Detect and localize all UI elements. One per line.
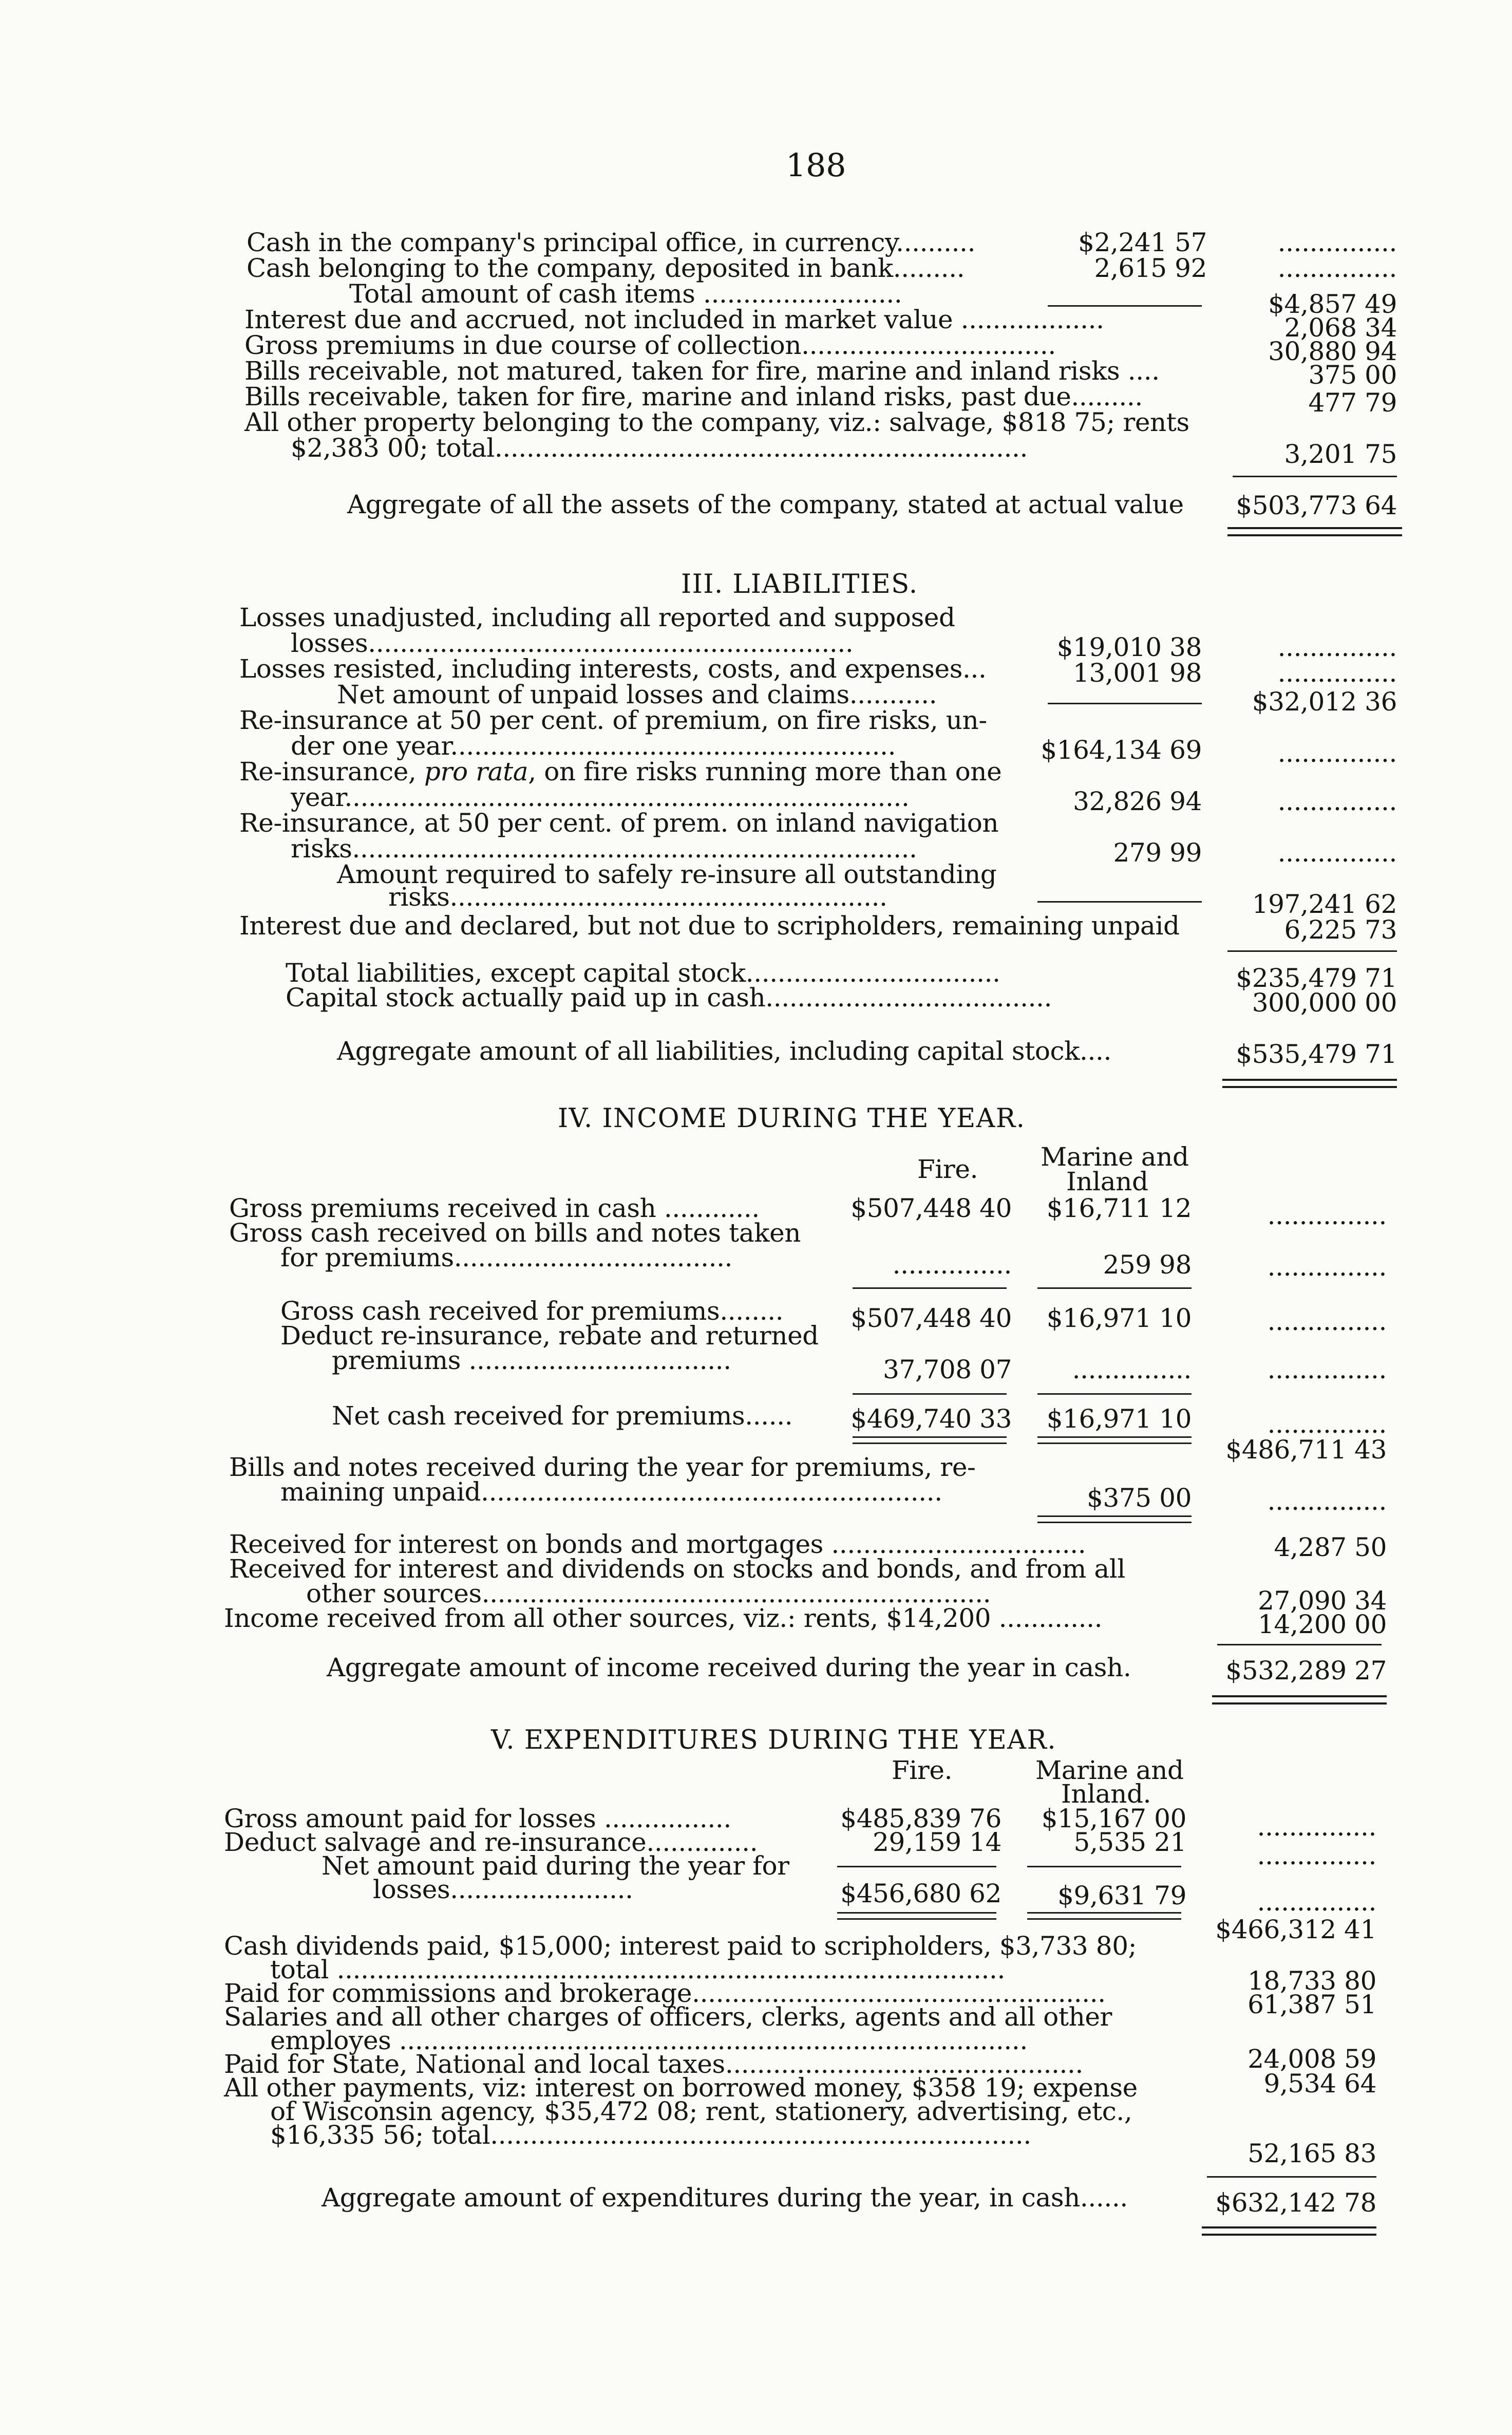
income-interest-bonds-total: 4,287 50 [1274, 1532, 1387, 1562]
liab-net-unpaid-value: $32,012 36 [1252, 687, 1397, 717]
exp-col-marine-line2: Inland. [1061, 1779, 1151, 1809]
exp-gross-losses-fire: $485,839 76 [840, 1804, 1001, 1833]
income-net-cash-total: $486,711 43 [1225, 1435, 1387, 1465]
exp-other-line2: of Wisconsin agency, $35,472 08; rent, stationery, advertising, etc., [270, 2096, 1132, 2126]
liab-reins-inland-total: ............... [1277, 838, 1397, 868]
rule [853, 1443, 1007, 1444]
exp-gross-losses-marine: $15,167 00 [1041, 1804, 1186, 1833]
asset-bills-past-due-value: 477 79 [1308, 388, 1397, 418]
income-col-marine-line1: Marine and [1041, 1142, 1189, 1172]
exp-taxes-label: Paid for State, National and local taxes............................................. [224, 2049, 1084, 2079]
asset-cash-office-total: ............... [1277, 228, 1397, 257]
income-aggregate-label: Aggregate amount of income received during the year in cash. [327, 1653, 1131, 1682]
income-gross-cash-label: Gross cash received for premiums........ [280, 1296, 784, 1326]
liab-aggregate-label: Aggregate amount of all liabilities, including capital stock.... [337, 1036, 1112, 1066]
exp-net-paid-line1: Net amount paid during the year for [322, 1851, 789, 1881]
liab-amount-required-total: 197,241 62 [1252, 889, 1397, 919]
exp-salaries-line1: Salaries and all other charges of officers, clerks, agents and all other [224, 2002, 1112, 2032]
asset-total-cash-label: Total amount of cash items ......................... [349, 279, 902, 309]
rule [1037, 1522, 1192, 1523]
exp-aggregate-total: $632,142 78 [1215, 2188, 1376, 2218]
exp-commissions-label: Paid for commissions and brokerage.................................................... [224, 1978, 1106, 2008]
exp-net-paid-fire: $456,680 62 [840, 1879, 1001, 1908]
asset-aggregate-label: Aggregate of all the assets of the company, stated at actual value [347, 490, 1184, 519]
exp-deduct-salvage-total: ............... [1257, 1841, 1376, 1870]
income-gross-cash-marine: $16,971 10 [1046, 1303, 1192, 1333]
liab-capital-label: Capital stock actually paid up in cash.................................... [286, 983, 1052, 1013]
double-rule-bottom [1212, 1702, 1387, 1704]
income-net-cash-marine: $16,971 10 [1046, 1404, 1192, 1434]
asset-interest-due-value: 2,068 34 [1284, 313, 1397, 343]
liab-reins-inland-line2: risks....................................................................... [291, 834, 917, 864]
exp-commissions-total: 61,387 51 [1248, 1990, 1376, 2019]
rule [1037, 1443, 1192, 1444]
asset-bills-past-due-label: Bills receivable, taken for fire, marine and inland risks, past due......... [244, 382, 1143, 411]
exp-gross-losses-label: Gross amount paid for losses ................ [224, 1804, 731, 1833]
rule [1037, 1436, 1192, 1438]
exp-other-line1: All other payments, viz: interest on borrowed money, $358 19; expense [224, 2073, 1138, 2103]
exp-net-paid-dots: ............... [1257, 1887, 1376, 1917]
liab-resisted-value: 13,001 98 [1073, 658, 1202, 688]
liab-reins-inland-line1: Re-insurance, at 50 per cent. of prem. on inland navigation [239, 808, 999, 838]
exp-deduct-salvage-marine: 5,535 21 [1073, 1827, 1186, 1857]
exp-col-fire: Fire. [892, 1755, 953, 1785]
liab-capital-value: 300,000 00 [1252, 988, 1397, 1018]
rule [1027, 1918, 1181, 1920]
liab-unadjusted-value: $19,010 38 [1056, 632, 1202, 662]
liab-pro-rata-italic: pro rata [424, 757, 528, 786]
asset-gross-premiums-value: 30,880 94 [1268, 336, 1397, 366]
liab-total-label: Total liabilities, except capital stock................................ [286, 958, 1000, 988]
double-rule-top [1222, 1079, 1397, 1081]
exp-taxes-total: 9,534 64 [1263, 2069, 1376, 2099]
income-bills-unpaid-line2: maining unpaid.......................................................... [280, 1477, 942, 1507]
liab-unadjusted-line1: Losses unadjusted, including all reported and supposed [239, 603, 955, 632]
asset-aggregate-value: $503,773 64 [1236, 491, 1397, 520]
liab-pro-rata-value: 32,826 94 [1073, 786, 1202, 816]
income-interest-dividends-line2: other sources................................................................ [306, 1579, 991, 1608]
income-bills-notes-total: ............... [1267, 1252, 1387, 1282]
exp-net-paid-total: $466,312 41 [1215, 1915, 1376, 1944]
exp-dividends-total: 18,733 80 [1248, 1966, 1376, 1996]
income-bills-unpaid-marine: $375 00 [1087, 1483, 1192, 1513]
exp-net-paid-marine: $9,631 79 [1057, 1881, 1186, 1910]
rule [1217, 1644, 1382, 1645]
exp-deduct-salvage-fire: 29,159 14 [873, 1827, 1001, 1857]
exp-aggregate-label: Aggregate amount of expenditures during the year, in cash...... [322, 2183, 1128, 2213]
asset-interest-due-label: Interest due and accrued, not included in market value .................. [244, 305, 1104, 334]
income-gross-premiums-marine: $16,711 12 [1046, 1193, 1192, 1223]
income-interest-dividends-total: 27,090 34 [1258, 1586, 1387, 1616]
income-col-marine-line2: Inland [1066, 1167, 1148, 1196]
liab-pro-rata-pre: Re-insurance, [239, 757, 424, 786]
income-deduct-fire: 37,708 07 [883, 1355, 1012, 1384]
income-bills-unpaid-total: ............... [1267, 1486, 1387, 1516]
asset-gross-premiums-label: Gross premiums in due course of collection................................ [244, 330, 1056, 360]
rule [853, 1436, 1007, 1438]
income-bills-notes-line1: Gross cash received on bills and notes taken [229, 1218, 801, 1248]
income-bills-notes-fire: ............... [892, 1250, 1012, 1280]
exp-salaries-line2: employes ............................................................................... [270, 2026, 1028, 2055]
liab-pro-rata-line2: year....................................................................... [291, 782, 910, 812]
rule [1207, 2176, 1376, 2178]
asset-cash-bank-label: Cash belonging to the company, deposited in bank......... [247, 253, 965, 283]
income-aggregate-total: $532,289 27 [1225, 1656, 1387, 1685]
rule [837, 1918, 996, 1920]
rule [837, 1866, 996, 1867]
income-net-cash-fire: $469,740 33 [850, 1404, 1012, 1434]
rule [1027, 1912, 1181, 1914]
double-rule-bottom [1227, 534, 1402, 536]
liab-net-unpaid-label: Net amount of unpaid losses and claims........... [337, 680, 937, 709]
liab-pro-rata-line1 [239, 758, 1001, 785]
asset-cash-office-label: Cash in the company's principal office, in currency.......... [247, 228, 976, 257]
expenditures-heading: V. EXPENDITURES DURING THE YEAR. [491, 1725, 1057, 1755]
income-net-cash-dots: ............... [1267, 1409, 1387, 1439]
rule [853, 1393, 1007, 1395]
rule [1027, 1866, 1181, 1867]
liab-reins-fire-line2: der one year........................................................ [291, 731, 896, 761]
double-rule-top [1227, 527, 1402, 529]
exp-salaries-total: 24,008 59 [1248, 2044, 1376, 2074]
liab-resisted-total: ............... [1277, 658, 1397, 688]
income-deduct-line2: premiums ................................. [332, 1345, 731, 1375]
exp-gross-losses-total: ............... [1257, 1812, 1376, 1842]
income-gross-cash-fire: $507,448 40 [850, 1303, 1012, 1333]
rule [1227, 950, 1397, 952]
liab-amount-required-line2: risks....................................................... [388, 882, 887, 912]
page-number: 188 [786, 146, 846, 184]
liab-reins-fire-line1: Re-insurance at 50 per cent. of premium, on fire risks, un- [239, 705, 987, 735]
asset-other-property-value: 3,201 75 [1284, 439, 1397, 469]
rule [1037, 1515, 1192, 1517]
income-deduct-line1: Deduct re-insurance, rebate and returned [280, 1321, 819, 1351]
asset-total-cash-value: $4,857 49 [1268, 289, 1397, 319]
asset-cash-bank-value: 2,615 92 [1094, 253, 1207, 283]
asset-bills-not-matured-label: Bills receivable, not matured, taken for fire, marine and inland risks .... [244, 356, 1160, 386]
liab-reins-fire-total: ............... [1277, 738, 1397, 768]
exp-deduct-salvage-label: Deduct salvage and re-insurance.............. [224, 1827, 758, 1857]
income-deduct-total: ............... [1267, 1355, 1387, 1384]
rule [853, 1287, 1007, 1289]
liab-aggregate-value: $535,479 71 [1236, 1039, 1397, 1069]
asset-bills-not-matured-value: 375 00 [1308, 360, 1397, 390]
exp-dividends-line1: Cash dividends paid, $15,000; interest paid to scripholders, $3,733 80; [224, 1931, 1137, 1961]
income-gross-premiums-total: ............... [1267, 1201, 1387, 1230]
liab-pro-rata-total: ............... [1277, 786, 1397, 816]
income-bills-notes-line2: for premiums................................... [280, 1243, 733, 1272]
income-gross-premiums-label: Gross premiums received in cash ............ [229, 1193, 760, 1223]
income-other-label: Income received from all other sources, viz.: rents, $14,200 ............. [224, 1603, 1103, 1633]
double-rule-top [1202, 2226, 1376, 2228]
income-gross-premiums-fire: $507,448 40 [850, 1193, 1012, 1223]
double-rule-bottom [1222, 1086, 1397, 1088]
exp-other-total: 52,165 83 [1248, 2139, 1376, 2168]
income-heading: IV. INCOME DURING THE YEAR. [558, 1103, 1026, 1134]
liab-reins-inland-value: 279 99 [1113, 838, 1202, 868]
asset-other-property-line1: All other property belonging to the company, viz.: salvage, $818 75; rents [244, 407, 1189, 437]
rule [837, 1912, 996, 1914]
asset-cash-bank-total: ............... [1277, 253, 1397, 283]
asset-other-property-line2: $2,383 00; total................................................................... [291, 433, 1028, 463]
income-bills-notes-marine: 259 98 [1103, 1250, 1192, 1280]
liab-interest-declared-label: Interest due and declared, but not due to scripholders, remaining unpaid [239, 911, 1180, 941]
rule [1233, 476, 1397, 477]
liab-pro-rata-post: , on fire risks running more than one [528, 757, 1002, 786]
double-rule-bottom [1202, 2234, 1376, 2236]
rule [1037, 1393, 1192, 1395]
liab-reins-fire-value: $164,134 69 [1041, 735, 1202, 765]
liab-interest-declared-value: 6,225 73 [1284, 915, 1397, 945]
asset-cash-office-value: $2,241 57 [1078, 228, 1207, 257]
rule [1037, 1287, 1192, 1289]
double-rule-top [1212, 1695, 1387, 1697]
rule [1037, 901, 1202, 903]
liab-unadjusted-total: ............... [1277, 632, 1397, 662]
income-net-cash-label: Net cash received for premiums...... [332, 1401, 793, 1431]
liabilities-heading: III. LIABILITIES. [681, 569, 918, 600]
exp-other-line3: $16,335 56; total.................................................................... [270, 2120, 1031, 2150]
liab-amount-required-line1: Amount required to safely re-insure all outstanding [337, 859, 997, 889]
liab-resisted-label: Losses resisted, including interests, costs, and expenses... [239, 654, 987, 684]
rule [1048, 703, 1202, 704]
income-bills-unpaid-line1: Bills and notes received during the year for premiums, re- [229, 1452, 976, 1482]
income-deduct-marine: ............... [1072, 1355, 1192, 1384]
income-col-fire: Fire. [917, 1154, 978, 1184]
income-other-total: 14,200 00 [1258, 1609, 1387, 1639]
income-interest-bonds-label: Received for interest on bonds and mortgages ................................ [229, 1529, 1086, 1559]
exp-net-paid-line2: losses....................... [373, 1875, 633, 1904]
income-interest-dividends-line1: Received for interest and dividends on stocks and bonds, and from all [229, 1554, 1125, 1584]
exp-dividends-line2: total .................................................................................... [270, 1955, 1006, 1984]
income-gross-cash-total: ............... [1267, 1306, 1387, 1336]
liab-total-value: $235,479 71 [1236, 963, 1397, 993]
liab-unadjusted-line2: losses............................................................. [291, 628, 854, 658]
exp-col-marine-line1: Marine and [1035, 1755, 1184, 1785]
